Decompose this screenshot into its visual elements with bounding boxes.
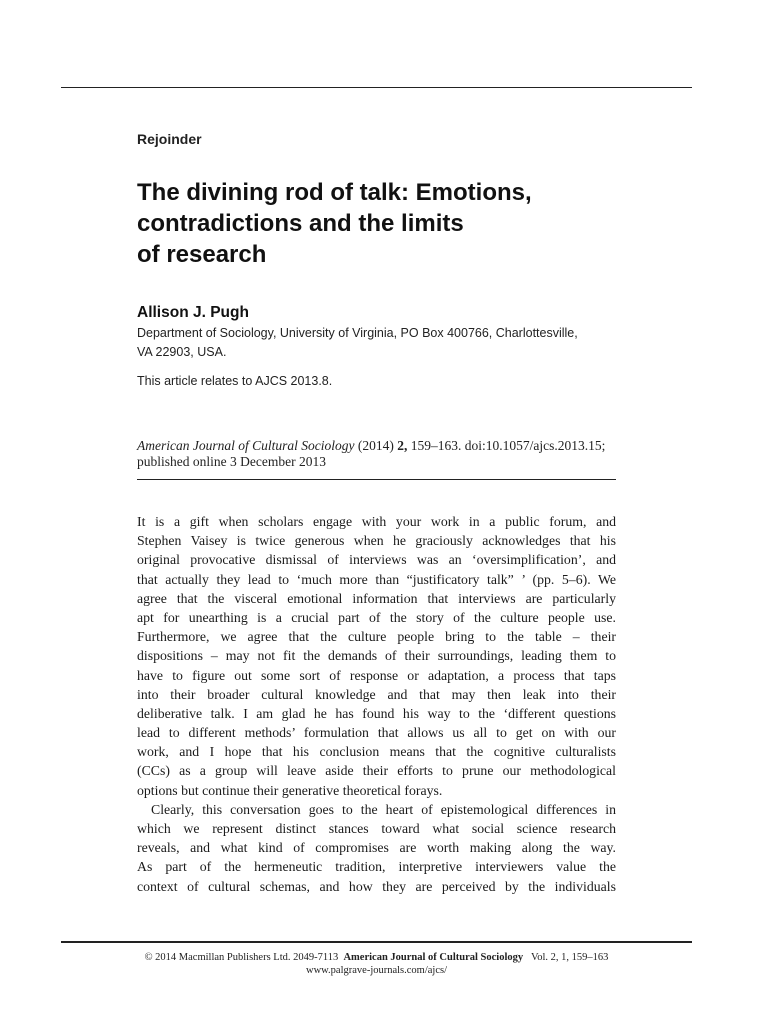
body-line: have to figure out some sort of response or adaptation, a process that taps	[137, 667, 616, 683]
body-line: agree that the visceral emotional information that interviews are particularly	[137, 590, 616, 606]
title-line: of research	[137, 241, 267, 268]
body-line: As part of the hermeneutic tradition, interpretive interviewers value the	[137, 859, 616, 875]
footer-journal: American Journal of Cultural Sociology	[343, 952, 524, 963]
body-line: Clearly, this conversation goes to the heart of epistemological differences in	[151, 801, 616, 817]
footer-copyright: © 2014 Macmillan Publishers Ltd. 2049-7113	[144, 952, 339, 963]
body-line: lead to different methods’ formulation that allows us all to get on with our	[137, 725, 616, 741]
body-line: into their broader cultural knowledge and that may then leak into their	[137, 686, 616, 702]
body-line: work, and I hope that his conclusion means that the cognitive culturalists	[137, 744, 616, 760]
body-line: Furthermore, we agree that the culture people bring to the table – their	[137, 629, 616, 645]
body-line: apt for unearthing is a crucial part of the story of the culture people use.	[137, 609, 616, 625]
article-body	[137, 512, 616, 896]
footer-volume: Vol. 2, 1, 159–163	[531, 952, 609, 963]
citation-year: (2014)	[357, 438, 394, 453]
footer-url: www.palgrave-journals.com/ajcs/	[305, 965, 448, 976]
author-name: Allison J. Pugh	[137, 304, 249, 321]
body-line: context of cultural schemas, and how they are perceived by the individuals	[137, 878, 616, 894]
paragraph-2	[137, 800, 616, 896]
citation-published: published online 3 December 2013	[137, 454, 326, 469]
body-line: that actually they lead to ‘much more than “justificatory talk” ’ (pp. 5–6). We	[137, 571, 616, 587]
top-rule	[61, 87, 692, 88]
article-title	[137, 177, 637, 270]
body-line: Stephen Vaisey is twice generous when he graciously acknowledges that his	[137, 533, 616, 549]
body-line: (CCs) as a group will leave aside their efforts to prune our methodological	[137, 763, 616, 779]
body-line: deliberative talk. I am glad he has found his way to the ‘different questions	[137, 705, 616, 721]
affiliation-line: VA 22903, USA.	[137, 345, 227, 359]
paragraph-1	[137, 512, 616, 800]
page-footer	[61, 951, 692, 977]
body-line: original provocative dismissal of interviews was an ‘oversimplification’, and	[137, 552, 616, 568]
citation-journal: American Journal of Cultural Sociology	[137, 438, 355, 453]
citation-rule	[137, 479, 616, 480]
body-line: reveals, and what kind of compromises are worth making along the way.	[137, 840, 616, 856]
body-line: options but continue their generative theoretical forays.	[137, 782, 443, 798]
citation-pages-doi: 159–163. doi:10.1057/ajcs.2013.15;	[410, 438, 606, 453]
affiliation-line: Department of Sociology, University of Virginia, PO Box 400766, Charlottesville,	[137, 326, 578, 340]
body-line: dispositions – may not fit the demands of their surroundings, leading them to	[137, 648, 616, 664]
body-line: It is a gift when scholars engage with your work in a public forum, and	[137, 514, 616, 529]
author-affiliation	[137, 324, 617, 362]
body-line: which we represent distinct stances toward what social science research	[137, 821, 616, 836]
footer-rule	[61, 941, 692, 943]
related-article-note: This article relates to AJCS 2013.8.	[137, 374, 333, 388]
title-line: The divining rod of talk: Emotions,	[137, 179, 532, 206]
footer-line	[61, 951, 692, 964]
citation-line	[137, 438, 617, 454]
citation-block	[137, 438, 617, 470]
title-line: contradictions and the limits	[137, 210, 464, 237]
citation-volume: 2,	[397, 438, 408, 453]
article-type-label: Rejoinder	[137, 131, 202, 147]
